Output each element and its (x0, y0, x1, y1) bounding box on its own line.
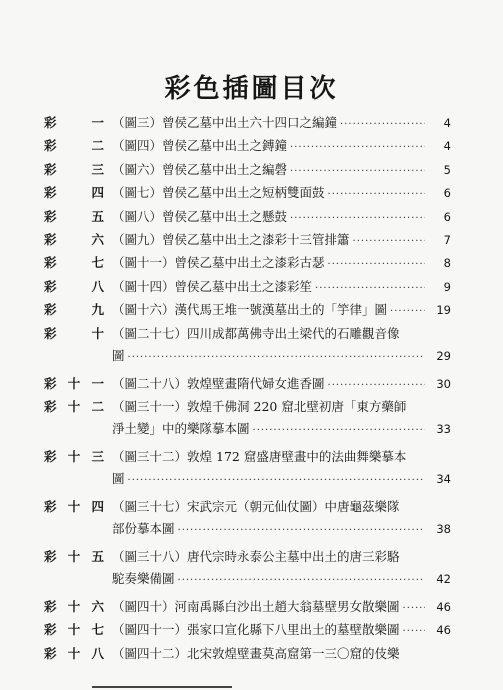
entry-label (44, 229, 104, 251)
entry-label-char: 五 (91, 548, 104, 564)
page-number: 46 (436, 599, 451, 614)
figure-ref: （圖七） (112, 185, 163, 201)
page-title: 彩色插圖目次 (164, 74, 339, 104)
page-number: 38 (436, 521, 451, 536)
page-number: 6 (443, 209, 451, 224)
page-number: 34 (436, 471, 451, 486)
figure-ref: （圖六） (112, 161, 163, 177)
entry-label-char: 四 (91, 185, 104, 201)
figure-ref: （圖三十二） (112, 448, 188, 464)
page-number: 5 (443, 162, 451, 177)
leader-dots (178, 570, 425, 590)
figure-ref: （圖三十八） (112, 548, 188, 564)
page-number: 7 (443, 232, 451, 247)
figure-ref: （圖三十七） (112, 498, 188, 514)
entry-label-char: 七 (91, 622, 104, 638)
entry-label-char: 八 (91, 645, 104, 661)
page-number: 6 (443, 186, 451, 201)
page-number: 8 (443, 256, 451, 271)
entry-label-char: 五 (91, 208, 104, 224)
page-number: 30 (436, 376, 451, 391)
entry-label-char: 十 (91, 325, 104, 341)
bottom-rule (92, 686, 232, 688)
leader-dots (253, 420, 425, 440)
toc-entry[interactable] (0, 619, 503, 641)
figure-ref: （圖十六） (112, 302, 175, 318)
figure-ref: （圖四） (112, 138, 163, 154)
entry-title: 曾侯乙墓中出土之漆彩古瑟 (174, 255, 325, 271)
toc-entry[interactable] (0, 229, 503, 251)
entry-label-char: 十 (67, 622, 81, 638)
entry-label (44, 159, 104, 181)
page-number: 33 (436, 421, 451, 436)
toc-entry[interactable] (0, 446, 503, 490)
entry-label (44, 619, 104, 641)
entry-label-char: 七 (91, 255, 104, 271)
entry-title: 敦煌 172 窟盛唐壁畫中的法曲舞樂摹本 (187, 448, 407, 464)
leader-dots (328, 254, 425, 274)
toc-entry[interactable] (0, 323, 503, 367)
entry-label-char: 彩 (44, 161, 57, 177)
page-number: 29 (436, 348, 451, 363)
toc-entry[interactable] (0, 596, 503, 618)
leader-dots (403, 621, 425, 641)
entry-label-char: 十 (67, 548, 81, 564)
leader-dots (390, 301, 425, 321)
figure-ref: （圖二十七） (112, 325, 188, 341)
toc-entry[interactable] (0, 206, 503, 228)
entry-label-char: 一 (91, 375, 104, 391)
entry-label-char: 八 (91, 278, 104, 294)
page-number: 4 (443, 116, 451, 130)
entry-label (44, 546, 104, 568)
page-number: 42 (436, 571, 451, 586)
leader-dots (128, 347, 425, 367)
entry-label-char: 彩 (44, 448, 57, 464)
leader-dots (340, 114, 425, 134)
toc-entry[interactable] (0, 276, 503, 298)
entry-label-char: 彩 (44, 115, 57, 130)
entry-label-char: 彩 (44, 231, 57, 247)
leader-dots (128, 470, 425, 490)
figure-ref: （圖九） (112, 231, 163, 247)
leader-dots (353, 231, 425, 251)
entry-title: 北宋敦煌壁畫莫高窟第一三〇窟的伎樂 (187, 645, 400, 661)
entry-title: 曾侯乙墓中出土之鎛鐘 (162, 138, 288, 154)
figure-ref: （圖四十二） (112, 645, 188, 661)
entry-title: 曾侯乙墓中出土之漆彩笙 (174, 278, 313, 294)
figure-ref: （圖二十八） (112, 375, 188, 391)
entry-title: 曾侯乙墓中出土之編磬 (162, 161, 288, 177)
entry-title: 曾侯乙墓中出土之漆彩十三管排簫 (162, 231, 350, 247)
entry-label-char: 二 (91, 398, 104, 414)
entry-label-char: 三 (91, 448, 104, 464)
figure-ref: （圖八） (112, 208, 163, 224)
entry-label-char: 四 (91, 498, 104, 514)
toc-entry[interactable] (0, 112, 503, 134)
entry-label (44, 496, 104, 518)
entry-title: 敦煌千佛洞 220 窟北壁初唐「東方藥師 (187, 398, 407, 414)
table-of-contents (0, 112, 503, 666)
entry-title: 唐代宗時永泰公主墓中出土的唐三彩駱 (187, 548, 400, 564)
figure-ref: （圖三） (112, 115, 163, 130)
entry-label-char: 九 (91, 302, 104, 318)
leader-dots (328, 375, 425, 395)
entry-label-char: 十 (67, 498, 81, 514)
entry-label-char: 十 (67, 645, 81, 661)
toc-entry[interactable] (0, 182, 503, 204)
entry-label-char: 彩 (44, 598, 57, 614)
entry-label-char: 一 (91, 115, 104, 130)
entry-label (44, 643, 104, 665)
entry-title: 曾侯乙墓中出土之懸鼓 (162, 208, 288, 224)
entry-label-char: 十 (67, 448, 81, 464)
entry-label-char: 彩 (44, 302, 57, 318)
figure-ref: （圖三十一） (112, 398, 188, 414)
entry-title-continued: 駝奏樂備圖 (112, 570, 175, 586)
entry-title: 敦煌壁畫隋代婦女進香圖 (187, 375, 325, 391)
toc-entry[interactable] (0, 373, 503, 395)
entry-label-char: 彩 (44, 498, 57, 514)
toc-entry[interactable] (0, 135, 503, 157)
page-number: 46 (436, 623, 451, 638)
page-number: 4 (443, 139, 451, 154)
leader-dots (403, 598, 425, 618)
toc-entry[interactable] (0, 496, 503, 540)
figure-ref: （圖四十） (112, 598, 175, 614)
entry-label (44, 596, 104, 618)
entry-label-char: 彩 (44, 645, 57, 661)
entry-label (44, 373, 104, 395)
entry-title-continued: 圖 (112, 347, 125, 363)
entry-label (44, 252, 104, 274)
entry-title: 河南禹縣白沙出土趙大翁墓壁男女散樂圖 (174, 598, 400, 614)
entry-title: 四川成都萬佛寺出土梁代的石雕觀音像 (187, 325, 400, 341)
entry-label-char: 彩 (44, 622, 57, 638)
entry-label (44, 276, 104, 298)
entry-title: 宋武宗元（朝元仙仗圖）中唐龜茲樂隊 (187, 498, 400, 514)
entry-title-continued: 淨土變」中的樂隊摹本圖 (112, 420, 250, 436)
entry-title: 張家口宣化縣下八里出土的墓壁散樂圖 (187, 622, 400, 638)
entry-title: 曾侯乙墓中出土之短柄雙面鼓 (162, 185, 325, 201)
entry-label (44, 323, 104, 345)
entry-label-char: 三 (91, 161, 104, 177)
entry-label (44, 396, 104, 418)
entry-label-char: 彩 (44, 398, 57, 414)
leader-dots (290, 208, 425, 228)
entry-label (44, 446, 104, 468)
entry-label-char: 二 (91, 138, 104, 154)
leader-dots (315, 278, 425, 298)
toc-entry[interactable] (0, 643, 503, 665)
entry-label (44, 299, 104, 321)
figure-ref: （圖四十一） (112, 622, 188, 638)
entry-label (44, 112, 104, 134)
entry-label-char: 彩 (44, 548, 57, 564)
leader-dots (290, 137, 425, 157)
entry-title: 漢代馬王堆一號漢墓出土的「竽律」圖 (174, 302, 388, 318)
leader-dots (178, 520, 425, 540)
entry-label-char: 彩 (44, 138, 57, 154)
entry-label (44, 182, 104, 204)
leader-dots (328, 184, 425, 204)
entry-title: 曾侯乙墓中出土六十四口之編鐘 (162, 115, 338, 130)
entry-label-char: 彩 (44, 255, 57, 271)
toc-entry[interactable] (0, 546, 503, 590)
toc-entry[interactable] (0, 252, 503, 274)
entry-label-char: 彩 (44, 278, 57, 294)
entry-label-char: 十 (67, 398, 81, 414)
entry-label (44, 206, 104, 228)
entry-label-char: 六 (91, 598, 104, 614)
entry-title-continued: 圖 (112, 470, 125, 486)
figure-ref: （圖十四） (112, 278, 175, 294)
toc-entry[interactable] (0, 299, 503, 321)
leader-dots (290, 161, 425, 181)
page-number: 19 (436, 303, 451, 318)
toc-entry[interactable] (0, 159, 503, 181)
entry-label-char: 彩 (44, 208, 57, 224)
entry-label-char: 六 (91, 231, 104, 247)
entry-label-char: 十 (67, 375, 81, 391)
entry-label-char: 彩 (44, 185, 57, 201)
entry-title-continued: 部份摹本圖 (112, 520, 175, 536)
entry-label (44, 135, 104, 157)
entry-label-char: 彩 (44, 325, 57, 341)
page-number: 9 (443, 279, 451, 294)
figure-ref: （圖十一） (112, 255, 175, 271)
entry-label-char: 十 (67, 598, 81, 614)
toc-entry[interactable] (0, 396, 503, 440)
entry-label-char: 彩 (44, 375, 57, 391)
